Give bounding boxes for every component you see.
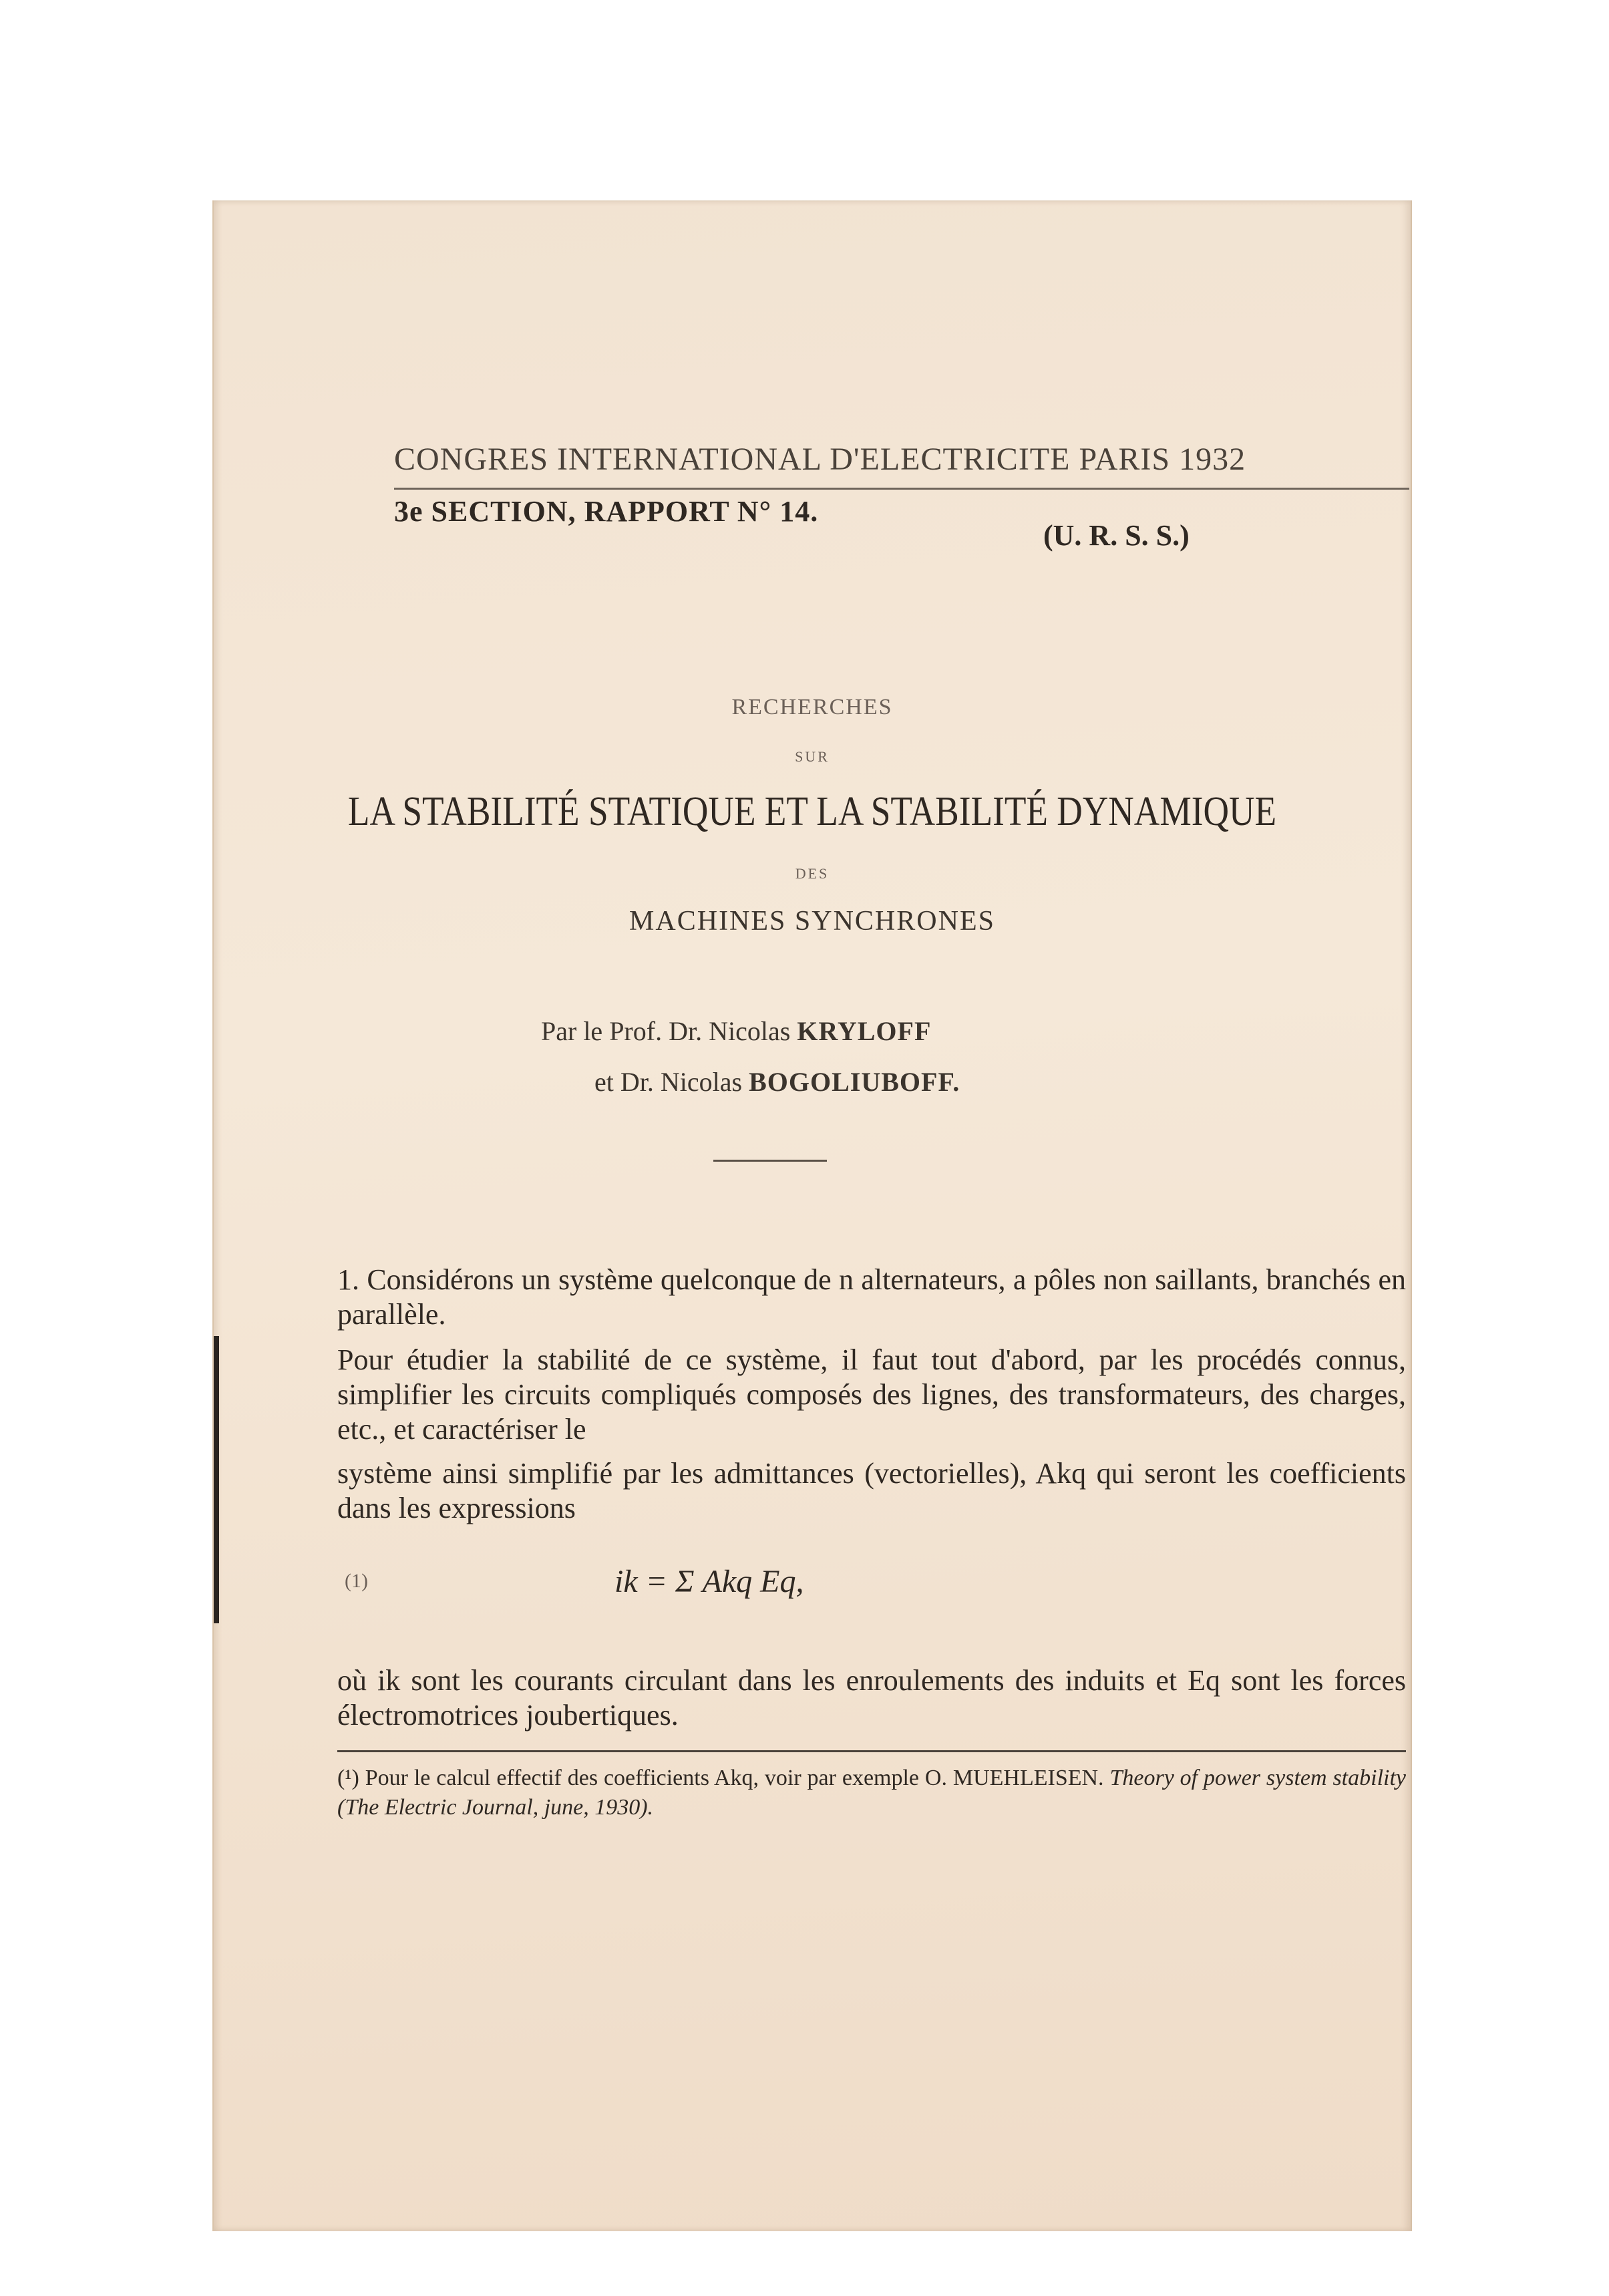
footnote <box>337 1764 1406 1822</box>
footnote-text: (¹) Pour le calcul effectif des coefficients Akq, voir par exemple O. MUEHLEISEN. <box>337 1766 1104 1790</box>
paragraph-1: 1. Considérons un système quelconque de n alternateurs, a pôles non saillants, branchés en parallèle. <box>337 1263 1406 1331</box>
author-bogoliuboff <box>594 1066 960 1098</box>
main-title: LA STABILITÉ STATIQUE ET LA STABILITÉ DYNAMIQUE <box>347 789 1277 834</box>
author1-name: KRYLOFF <box>797 1016 932 1046</box>
footnote-citation: Theory of power system stability (The Electric Journal, june, 1930). <box>337 1766 1407 1820</box>
paragraph-2: Pour étudier la stabilité de ce système, il faut tout d'abord, par les procédés connus, simplifier les circuits compliqués composés des lignes, des transformateurs, des charges, etc., et caractériser le <box>337 1343 1406 1446</box>
author-kryloff <box>541 1015 931 1047</box>
congress-header: CONGRES INTERNATIONAL D'ELECTRICITE PARIS 1932 <box>394 442 1246 477</box>
header-rule <box>394 488 1409 490</box>
binding-edge <box>214 1336 219 1623</box>
title-des: DES <box>795 865 830 882</box>
title-recherches: RECHERCHES <box>731 695 893 719</box>
author1-prefix: Par le Prof. Dr. Nicolas <box>541 1016 791 1046</box>
section-report: 3e SECTION, RAPPORT N° 14. <box>394 495 819 528</box>
footnote-rule <box>337 1750 1406 1752</box>
author2-name: BOGOLIUBOFF. <box>749 1067 960 1097</box>
equation-number: (1) <box>345 1570 368 1592</box>
title-sur: SUR <box>795 748 830 765</box>
title-machines: MACHINES SYNCHRONES <box>629 906 995 937</box>
paragraph-3: système ainsi simplifié par les admittances (vectorielles), Akq qui seront les coefficients dans les expressions <box>337 1457 1406 1524</box>
author2-prefix: et Dr. Nicolas <box>594 1067 743 1097</box>
country-label: (U. R. S. S.) <box>1043 519 1190 552</box>
paragraph-4: où ik sont les courants circulant dans les enroulements des induits et Eq sont les forces électromotrices joubertiques. <box>337 1664 1406 1732</box>
document-page <box>212 200 1412 2231</box>
separator-rule <box>713 1160 827 1162</box>
equation: ik = Σ Akq Eq, <box>614 1564 804 1599</box>
